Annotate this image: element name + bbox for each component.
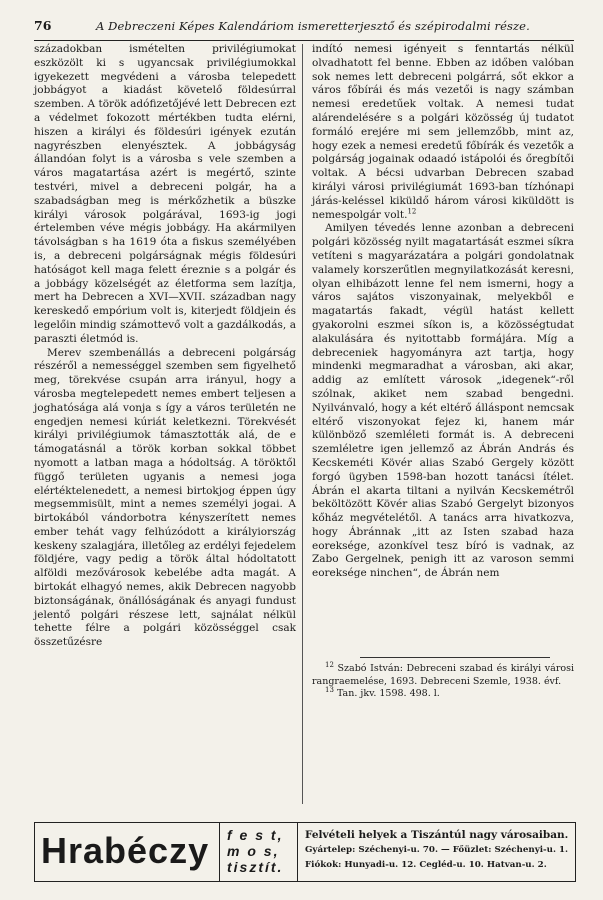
ad-service: m o s, xyxy=(227,843,280,859)
footnote-number: 12 xyxy=(325,660,334,669)
column-divider xyxy=(302,44,303,804)
right-column xyxy=(312,43,574,581)
paragraph: Merev szembenállás a debreceni polgárság részéről a nemességgel szemben sem figyelhető meg, törekvése csupán arra irányul, hogy a városba megtelepedett nemes embert teljesen a joghatósága alá vonja s így a város területén ne engedjen nemesi kúriát keletkezni. Törekvését királyi privilégiumok támasztották alá, de e támogatásnál a török korban sokkal többet nyomott a latban maga a hódoltság. A töröktől függő területen ugyanis a nemesi joga elértéktelenedett, a nemesi birtokjog éppen úgy megsemmisült, mint a nemes személyi jogai. A birtokából vándorbotra kényszerített nemes ember tehát vagy felhúzódott a királyiország keskeny szalagjára, illetőleg az erdélyi fejedelem földjére, vagy pedig a török által hódoltatott alföldi mezővárosok kebelébe adta magát. A birtokát elhagyó nemes, akik Debrecen nagyobb biztonságának, önállóságának és anyagi fundust jelentő polgári részese lett, sajnálat nélkül tehette félre a polgári közösséggel csak összetűzésre xyxy=(34,346,296,649)
footnote-text: Tan. jkv. 1598. 498. l. xyxy=(336,688,440,699)
paragraph xyxy=(312,43,574,222)
footnote-rule xyxy=(360,657,550,658)
footnote-number: 13 xyxy=(325,685,334,694)
ad-info-line: Gyártelep: Széchenyi-u. 70. — Főüzlet: Széchenyi-u. 1. xyxy=(305,845,569,855)
advertisement xyxy=(34,822,576,882)
ad-divider xyxy=(219,823,220,881)
footnote-text: Szabó István: Debreceni szabad és királyi városi rangraemelése, 1693. Debreceni Szemle, 1938. évf. xyxy=(312,663,574,687)
ad-service: f e s t, xyxy=(227,827,284,843)
footnotes xyxy=(312,660,574,701)
footnote-mark: 12 xyxy=(407,207,417,216)
footnote xyxy=(312,685,574,701)
ad-divider xyxy=(297,823,298,881)
left-column xyxy=(34,43,296,650)
ad-services xyxy=(227,827,293,875)
running-head xyxy=(34,16,574,36)
paragraph: Amilyen tévedés lenne azonban a debreceni polgári közösség nyilt magatartását eszmei síkra vetíteni s magyarázatára a polgári gondolatnak valamely korszerűtlen megnyilatkozását keresni, olyan elhibázott lenne fel nem ismerni, hogy a város sajátos viszonyainak, melyekből e magatartás fakadt, végül hatást kellett gyakorolni eszmei síkon is, a közösségtudat alakulására és nyitottabb formájára. Míg a debreceniek hagyományra azt tartja, hogy mindenki megmaradhat a városban, aki akar, addig az említett városok „idegenek“-ről szólnak, akiket nem szabad bengedni. Nyilvánvaló, hogy a két eltérő álláspont nemcsak eltérő viszonyokat fejez ki, hanem már különböző szemléleti formát is. A debreceni szemléletre igen jellemző az Ábrán András és Kecskeméti Kövér alias Szabó Gergely között forgó ügyben 1598-ban hozott tanácsi ítélet. Ábrán el akarta tiltani a nyilván Kecskemétről beköltözött Kövér alias Szabó Gergelyt bizonyos kőház megvételétől. A tanács arra hivatkozva, hogy Ábránnak „itt az Isten szabad haza eoreksége, azonkível tesz bíró is vadnak, az Zabo Gergelnek, penigh itt az varoson semmi eoreksége ninchen“, de Ábrán nem xyxy=(312,222,574,580)
ad-brand-name: Hrabéczy xyxy=(41,830,210,871)
footnote xyxy=(312,660,574,688)
ad-info-line: Fiókok: Hunyadi-u. 12. Cegléd-u. 10. Hatvan-u. 2. xyxy=(305,860,547,870)
header-rule xyxy=(34,40,574,41)
ad-info-line: Felvételi helyek a Tiszántúl nagy városaiban. xyxy=(305,829,569,841)
ad-info xyxy=(305,828,571,873)
page-number: 76 xyxy=(34,18,52,33)
paragraph-text: indító nemesi igényeit s fenntartás nélkül olvadhatott fel benne. Ebben az időben valóban sok nemes lett debreceni polgárrá, sőt ekkor a város főbírái és más vezetői is nagy számban nemesi eredetűek voltak. A nemesi tudat alárendelésére s a polgári közösség új tudatot formáló erejére mi sem jellemzőbb, mint az, hogy ezek a nemesi eredetű főbírák és vezetők a polgárság jogainak odaadó istápolói és őregbítői voltak. A bécsi udvarban Debrecen szabad királyi városi privilégiumát 1693-ban tízhónapi járás-keléssel kiküldő három városi kiküldött is nemespolgár volt. xyxy=(312,43,574,221)
paragraph: századokban ismételten privilégiumokat eszközölt ki s ugyancsak privilégiumokkal igyekezett megvédeni a városba telepedett jobbágyot a kiadást követelő földesúrral szemben. A török adófizetőjévé lett Debrecen ezt a védelmet fokozott mértékben tudta elérni, hiszen a királyi és földesúri igények ezután nagyrészben elenyésztek. A jobbágyság állandóan folyt is a városba s vele szemben a város magatartása azért is megértő, szinte testvéri, mivel a debreceni polgár, ha a szabadságban meg is mérkőzhetik a büszke királyi városok polgárával, 1693-ig jogi értelemben véve mégis jobbágy. Ha akármilyen távolságban s ha 1619 óta a fiskus személyében is, a debreceni polgárságnak mégis földesúri hatóságot kell maga felett éreznie s a polgár és a jobbágy közelségét az életforma sem lazítja, mert ha Debrecen a XVI—XVII. században nagy kereskedő empórium volt is, kiterjedt földjein és legelőin mindig számottevő volt a gazdálkodás, a paraszti életmód is. xyxy=(34,43,296,345)
ad-service: tisztít. xyxy=(227,859,284,875)
running-head-title: A Debreczeni Képes Kalendáriom ismeretterjesztő és szépirodalmi része. xyxy=(96,19,530,33)
